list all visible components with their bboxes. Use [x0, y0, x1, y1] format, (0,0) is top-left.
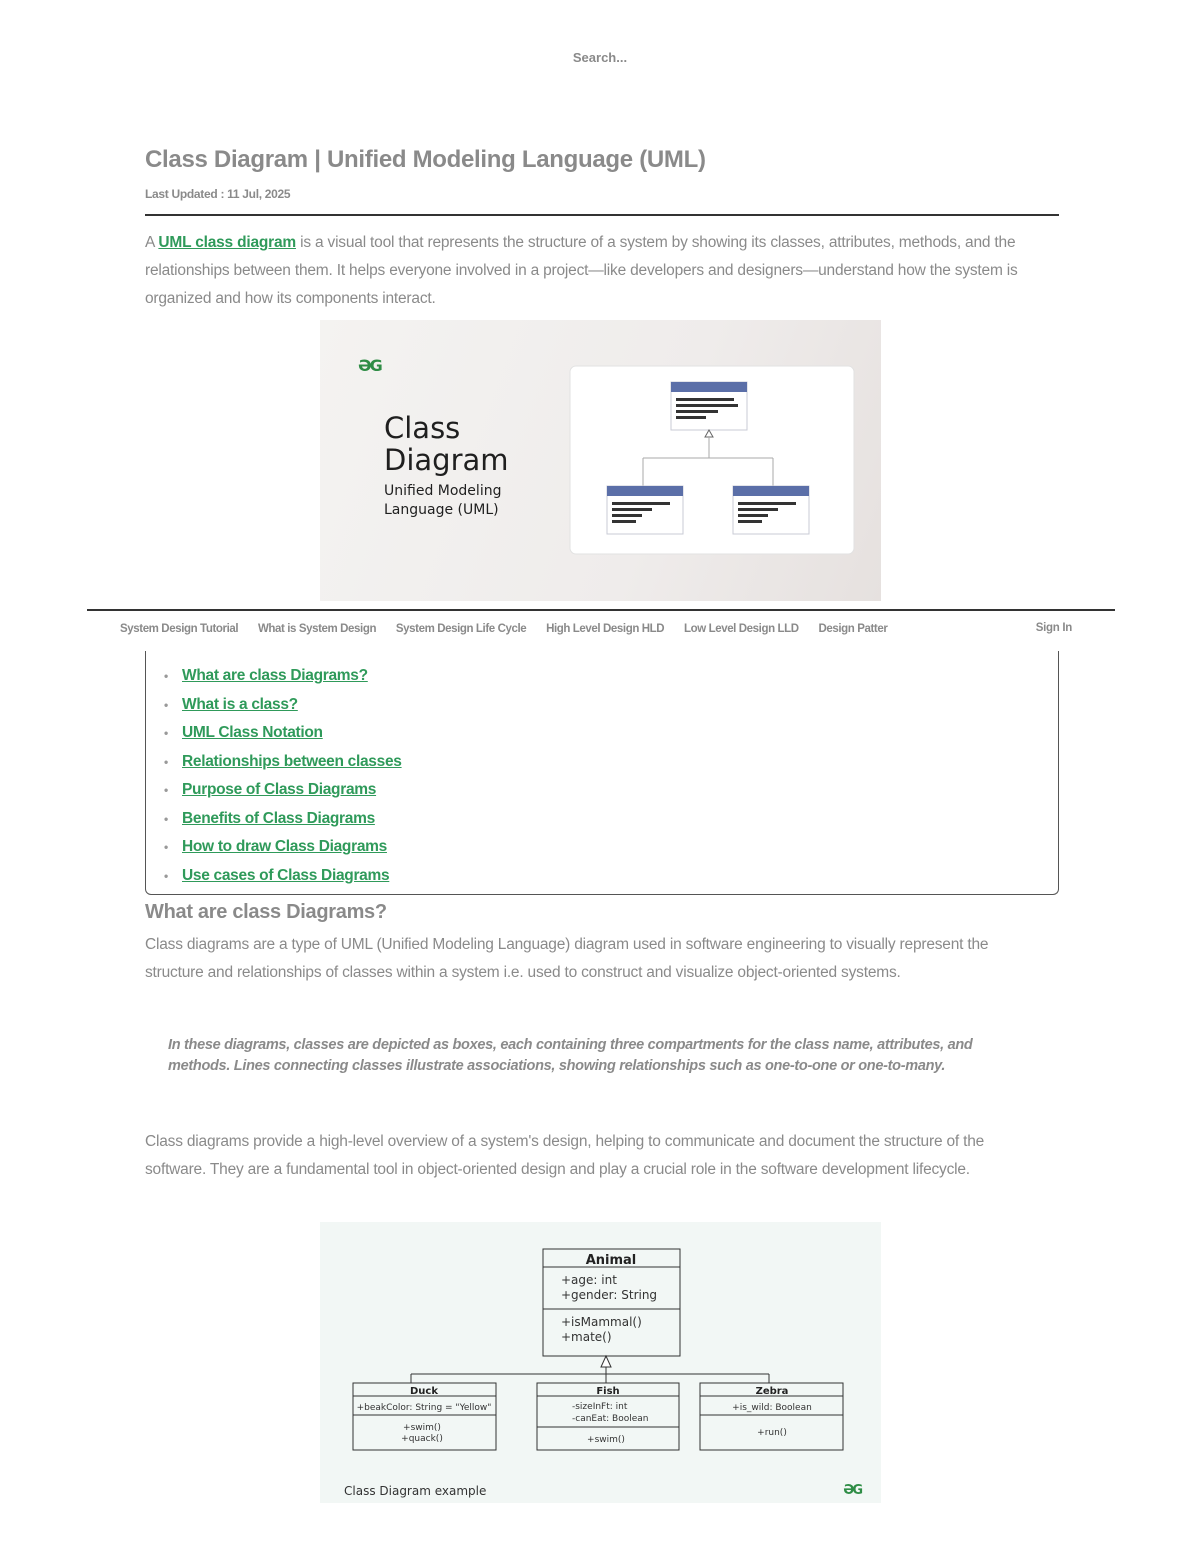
zebra-attr-iswild: +is_wild: Boolean: [732, 1403, 812, 1413]
class-name-duck: Duck: [410, 1386, 438, 1397]
section-paragraph-2: Class diagrams provide a high-level overview of a system's design, helping to communicate and document the structure of the software. They are a fundamental tool in object-oriented design and play a crucial role in the software development lifecycle.: [145, 1133, 985, 1178]
search-bar[interactable]: Search...: [572, 50, 628, 65]
animal-attr-age: +age: int: [561, 1273, 617, 1287]
hero-caption: [384, 412, 509, 520]
hero-title-line2: Diagram: [384, 443, 509, 477]
toc-item: [164, 862, 402, 891]
title-divider: [145, 214, 1059, 216]
toc-item: [164, 833, 402, 862]
hero-image: [320, 320, 881, 601]
nav-item-system-design-tutorial[interactable]: System Design Tutorial: [120, 623, 239, 635]
nav-item-high-level-design[interactable]: High Level Design HLD: [546, 623, 665, 635]
toc-link-uml-class-notation[interactable]: UML Class Notation: [182, 724, 323, 741]
intro-prefix: A: [145, 234, 159, 251]
fish-attr-size: -sizeInFt: int: [572, 1402, 628, 1412]
toc-item: [164, 691, 402, 720]
toc-link-use-cases[interactable]: Use cases of Class Diagrams: [182, 866, 390, 884]
toc-link-relationships[interactable]: Relationships between classes: [182, 752, 402, 770]
toc-link-purpose[interactable]: Purpose of Class Diagrams: [182, 781, 377, 798]
last-updated: Last Updated : 11 Jul, 2025: [145, 187, 291, 201]
gfg-logo: ƏG: [358, 356, 381, 375]
intro-text: is a visual tool that represents the structure of a system by showing its classes, attributes, methods, and the relationships between them. It helps everyone involved in a project—like developers and designers—understand how the system is organized and how its components interact.: [145, 234, 1018, 307]
section-blockquote: In these diagrams, classes are depicted as boxes, each containing three compartments for the class name, attributes, and methods. Lines connecting classes illustrate associations, showing relationships such as one-to-one or one-to-many.: [168, 1037, 973, 1074]
toc-item: [164, 805, 402, 834]
nav-item-design-patterns[interactable]: Design Patter: [818, 623, 888, 635]
animal-method-ismammal: +isMammal(): [561, 1315, 642, 1329]
page-title: Class Diagram | Unified Modeling Language (UML): [145, 146, 706, 173]
duck-method-swim: +swim(): [403, 1423, 441, 1433]
fish-attr-caneat: -canEat: Boolean: [572, 1414, 649, 1424]
class-name-animal: Animal: [585, 1253, 637, 1268]
animal-method-mate: +mate(): [561, 1330, 612, 1344]
gfg-logo: ƏG: [843, 1483, 861, 1498]
toc-link-what-are-class-diagrams[interactable]: What are class Diagrams?: [182, 667, 368, 684]
sign-in-link[interactable]: Sign In: [1035, 622, 1072, 634]
zebra-method-run: +run(): [757, 1428, 787, 1438]
section-heading: What are class Diagrams?: [145, 901, 387, 923]
intro-paragraph: [145, 229, 1045, 313]
toc-link-benefits[interactable]: Benefits of Class Diagrams: [182, 809, 375, 827]
toc-item: [164, 776, 402, 805]
toc-list: [164, 662, 402, 890]
uml-class-diagram-link[interactable]: UML class diagram: [158, 234, 296, 251]
hero-subtitle-line1: Unified Modeling: [384, 483, 502, 499]
figure-caption: Class Diagram example: [344, 1484, 487, 1498]
class-name-zebra: Zebra: [755, 1386, 789, 1397]
toc-item: [164, 662, 402, 691]
toc-item: [164, 719, 402, 748]
toc-link-what-is-a-class[interactable]: What is a class?: [182, 695, 298, 713]
nav-item-low-level-design[interactable]: Low Level Design LLD: [683, 623, 799, 635]
nav-item-what-is-system-design[interactable]: What is System Design: [257, 623, 377, 635]
animal-attr-gender: +gender: String: [561, 1288, 658, 1302]
toc-item: [164, 748, 402, 777]
hero-title-line1: Class: [384, 411, 461, 445]
nav-bar: [87, 609, 1115, 653]
fish-method-swim: +swim(): [587, 1435, 625, 1445]
nav-item-system-design-life-cycle[interactable]: System Design Life Cycle: [395, 623, 527, 635]
nav-items: [120, 623, 904, 635]
hero-subtitle-line2: Language (UML): [384, 502, 499, 518]
duck-method-quack: +quack(): [401, 1434, 443, 1444]
table-of-contents: [145, 651, 1059, 895]
class-diagram-example-image: [320, 1222, 881, 1503]
class-diagram-svg: [320, 1222, 881, 1503]
duck-attr-beakcolor: +beakColor: String = "Yellow": [356, 1403, 492, 1413]
section-paragraph-1: Class diagrams are a type of UML (Unified Modeling Language) diagram used in software engineering to visually represent the structure and relationships of classes within a system i.e. used to construct and visualize object-oriented systems.: [145, 936, 989, 981]
toc-link-how-to-draw[interactable]: How to draw Class Diagrams: [182, 838, 387, 855]
nav-scroll-fade: [942, 611, 957, 651]
class-name-fish: Fish: [596, 1386, 620, 1397]
